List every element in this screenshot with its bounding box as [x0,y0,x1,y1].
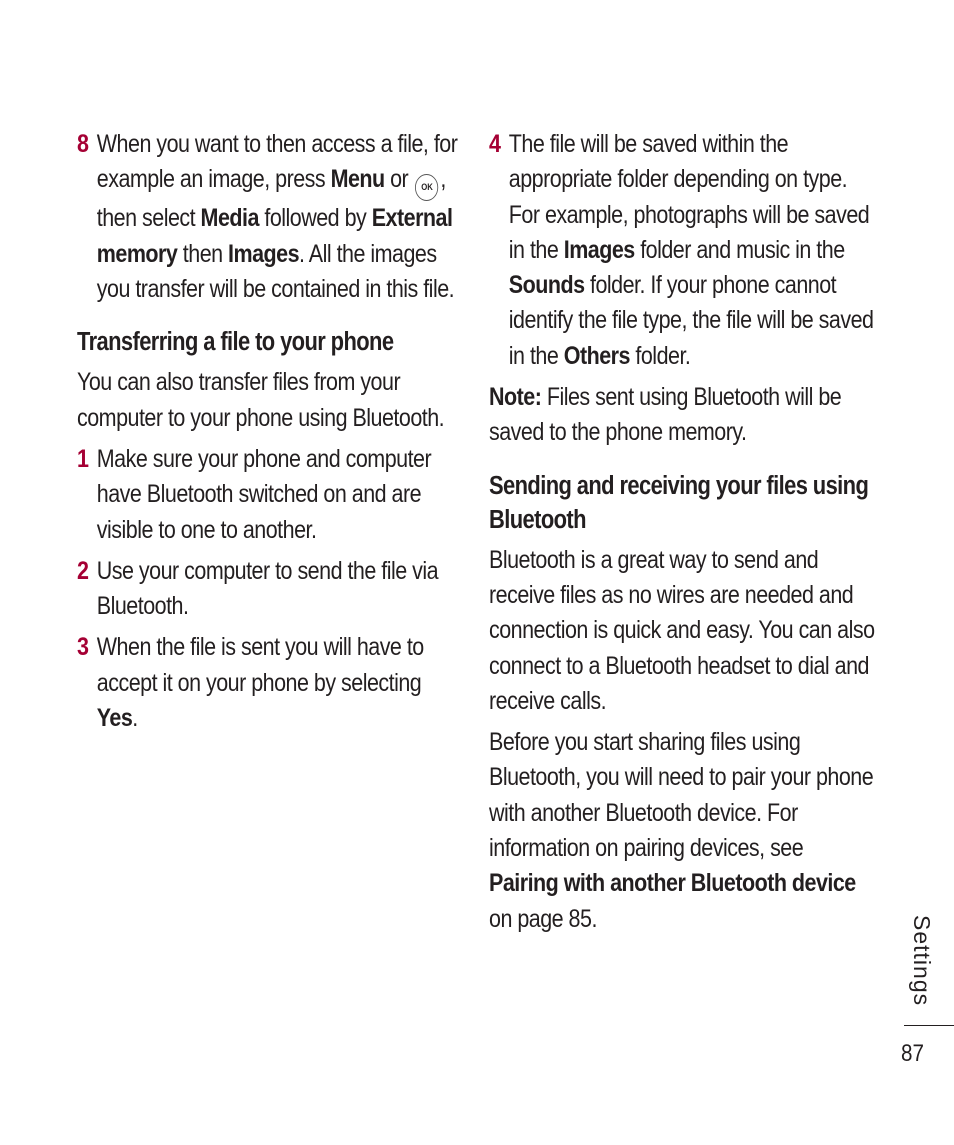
step-text: When the file is sent you will have to accept it on your phone by selecting Yes. [96,633,424,732]
step-number: 4 [489,130,501,158]
yes-keyword: Yes [96,704,133,732]
images-keyword: Images [228,239,300,268]
intro-paragraph: You can also transfer files from your computer to your phone using Bluetooth. [77,368,445,432]
others-folder-keyword: Others [563,341,630,370]
note-label: Note: [489,383,542,412]
step-text: The file will be saved within the appropriate folder depending on type. For example, photographs will be saved in the Images folder and music in the Sounds folder. If your phone cannot identify the file type, the file will be saved in the Others folder. [508,130,874,370]
menu-keyword: Menu [330,165,385,194]
step-number: 3 [77,633,89,662]
step-number: 2 [77,556,89,585]
section-side-label: Settings [909,915,935,1007]
images-folder-keyword: Images [563,235,635,264]
bluetooth-intro-paragraph: Bluetooth is a great way to send and receive files as no wires are needed and connection is quick and easy. You can also connect to a Bluetooth headset to dial and receive calls. [489,545,875,715]
pairing-paragraph: Before you start sharing files using Bluetooth, you will need to pair your phone with another Bluetooth device. For information on pairing devices, see Pairing with another Bluetooth device on page 85. [489,728,874,933]
step-text: Use your computer to send the file via Bluetooth. [96,556,439,621]
step-1 [77,442,464,548]
left-column [77,127,464,742]
note-paragraph: Note: Files sent using Bluetooth will be saved to the phone memory. [489,383,842,447]
step-8 [77,127,464,307]
step-number: 8 [77,130,89,158]
step-text: When you want to then access a file, for example an image, press Menu or OK , then select Media followed by External memory then Images. All the images you transfer will be contained in this file. [96,130,458,304]
page-number-divider [904,1025,954,1026]
step-2 [77,554,464,625]
step-number: 1 [77,444,89,473]
media-keyword: Media [200,204,259,233]
pairing-reference: Pairing with another Bluetooth device [489,869,856,898]
page-number: 87 [901,1040,924,1067]
ok-key-icon: OK [415,174,438,201]
external-memory-keyword: External memory [96,204,453,268]
step-4 [489,127,876,374]
section-heading-transferring: Transferring a file to your phone [77,328,394,357]
step-text: Make sure your phone and computer have Bluetooth switched on and are visible to one to another. [96,444,432,544]
step-3 [77,630,464,736]
sounds-folder-keyword: Sounds [508,271,585,300]
right-column [489,127,876,943]
section-heading-sending-receiving: Sending and receiving your files using Bluetooth [489,471,869,534]
